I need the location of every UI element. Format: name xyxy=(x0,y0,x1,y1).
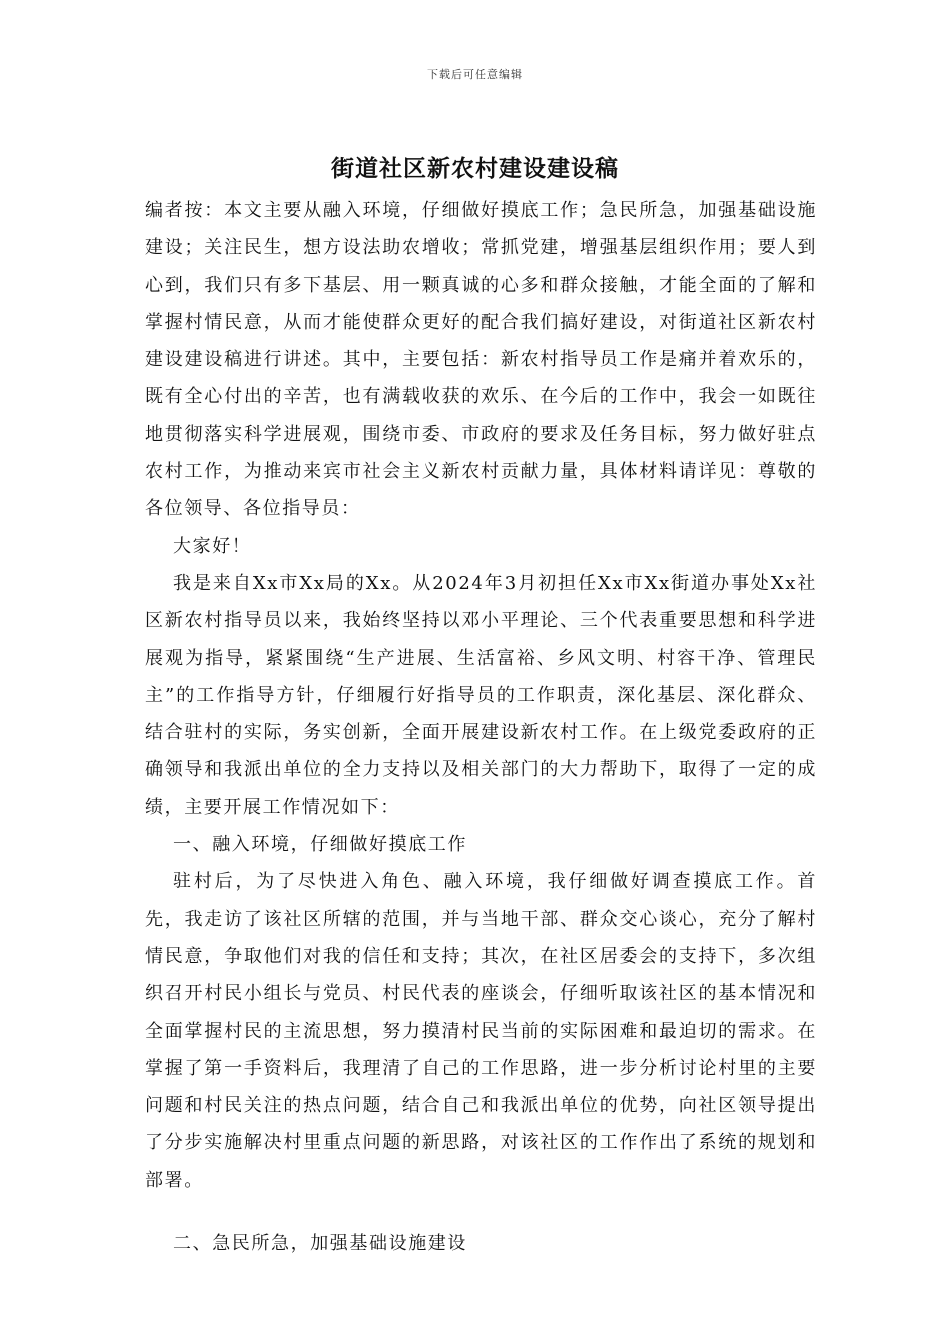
greeting-paragraph: 大家好！ xyxy=(173,535,252,557)
header-note: 下载后可任意编辑 xyxy=(427,68,523,81)
document-body xyxy=(145,192,817,1262)
document-title: 街道社区新农村建设建设稿 xyxy=(331,155,619,182)
section-2-heading: 二、急民所急，加强基础设施建设 xyxy=(173,1233,467,1255)
intro-paragraph: 我是来自Xx市Xx局的Xx。从2024年3月初担任Xx市Xx街道办事处Xx社区新农村指导员以来，我始终坚持以邓小平理论、三个代表重要思想和科学进展观为指导，紧紧围绕“生产进展、生活富裕、乡风文明、村容干净、管理民主”的工作指导方针，仔细履行好指导员的工作职责，深化基层、深化群众、结合驻村的实际，务实创新，全面开展建设新农村工作。在上级党委政府的正确领导和我派出单位的全力支持以及相关部门的大力帮助下，取得了一定的成绩，主要开展工作情况如下： xyxy=(145,572,817,818)
editor-note-paragraph: 编者按：本文主要从融入环境，仔细做好摸底工作；急民所急，加强基础设施建设；关注民生，想方设法助农增收；常抓党建，增强基层组织作用；要人到心到，我们只有多下基层、用一颗真诚的心多和群众接触，才能全面的了解和掌握村情民意，从而才能使群众更好的配合我们搞好建设，对街道社区新农村建设建设稿进行讲述。其中，主要包括：新农村指导员工作是痛并着欢乐的，既有全心付出的辛苦，也有满载收获的欢乐、在今后的工作中，我会一如既往地贯彻落实科学进展观，围绕市委、市政府的要求及任务目标，努力做好驻点农村工作，为推动来宾市社会主义新农村贡献力量，具体材料请详见：尊敬的各位领导、各位指导员： xyxy=(145,200,817,520)
section-1-heading: 一、融入环境，仔细做好摸底工作 xyxy=(173,834,467,856)
section-1-body: 驻村后，为了尽快进入角色、融入环境，我仔细做好调查摸底工作。首先，我走访了该社区所辖的范围，并与当地干部、群众交心谈心，充分了解村情民意，争取他们对我的信任和支持；其次，在社区居委会的支持下，多次组织召开村民小组长与党员、村民代表的座谈会，仔细听取该社区的基本情况和全面掌握村民的主流思想，努力摸清村民当前的实际困难和最迫切的需求。在掌握了第一手资料后，我理清了自己的工作思路，进一步分析讨论村里的主要问题和村民关注的热点问题，结合自己和我派出单位的优势，向社区领导提出了分步实施解决村里重点问题的新思路，对该社区的工作作出了系统的规划和部署。 xyxy=(145,871,817,1191)
